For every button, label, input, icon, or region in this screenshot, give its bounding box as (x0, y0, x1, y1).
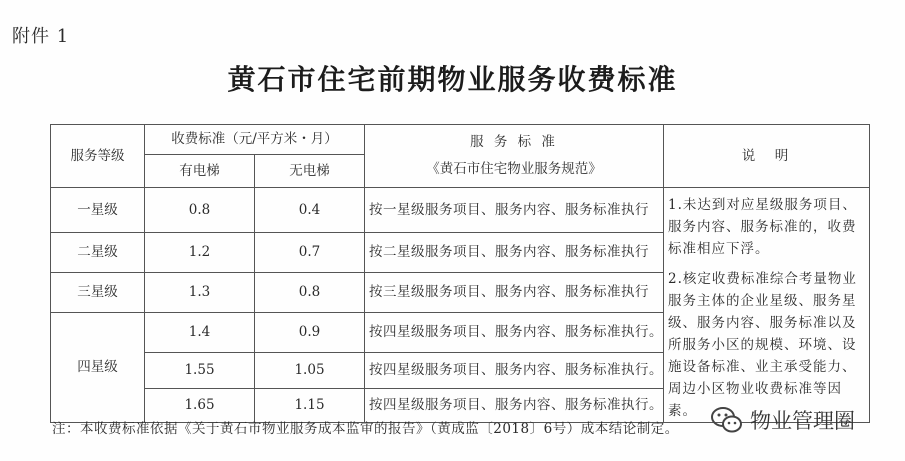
document-title: 黄石市住宅前期物业服务收费标准 (227, 63, 678, 96)
service-cell: 按二星级服务项目、服务内容、服务标准执行 (365, 233, 664, 273)
header-service-spec: 《黄石市住宅物业服务规范》 (426, 161, 602, 177)
fee-without-elevator: 0.8 (255, 273, 365, 313)
fee-with-elevator: 1.65 (145, 389, 255, 423)
header-grade: 服务等级 (51, 125, 145, 188)
fee-without-elevator: 1.15 (255, 389, 365, 423)
header-fee: 收费标准（元/平方米・月） (145, 125, 365, 155)
grade-cell: 二星级 (51, 233, 145, 273)
service-cell: 按三星级服务项目、服务内容、服务标准执行 (365, 273, 664, 313)
fee-with-elevator: 0.8 (145, 188, 255, 233)
header-without-elevator: 无电梯 (255, 155, 365, 188)
fee-without-elevator: 0.9 (255, 313, 365, 353)
watermark (710, 405, 855, 435)
service-cell: 按一星级服务项目、服务内容、服务标准执行 (365, 188, 664, 233)
fee-with-elevator: 1.2 (145, 233, 255, 273)
grade-cell: 四星级 (51, 313, 145, 423)
watermark-text: 物业管理圈 (750, 409, 855, 433)
service-cell: 按四星级服务项目、服务内容、服务标准执行。 (365, 389, 664, 423)
service-cell: 按四星级服务项目、服务内容、服务标准执行。 (365, 353, 664, 389)
fee-with-elevator: 1.4 (145, 313, 255, 353)
note-2: 2.核定收费标准综合考量物业服务主体的企业星级、服务星级、服务内容、服务标准以及所服务小区的规模、环境、设施设备标准、业主承受能力、周边小区物业收费标准等因素。 (668, 271, 857, 419)
fee-standard-table (50, 124, 870, 423)
service-cell: 按四星级服务项目、服务内容、服务标准执行。 (365, 313, 664, 353)
wechat-icon (710, 406, 744, 434)
footnote: 注：本收费标准依据《关于黄石市物业服务成本监审的报告》（黄成监〔2018〕6号）成本结论制定。 (52, 421, 679, 437)
header-with-elevator: 有电梯 (145, 155, 255, 188)
fee-without-elevator: 1.05 (255, 353, 365, 389)
fee-with-elevator: 1.55 (145, 353, 255, 389)
note-1: 1.未达到对应星级服务项目、服务内容、服务标准的，收费标准相应下浮。 (668, 197, 857, 257)
header-service-title: 服 务 标 准 (470, 134, 558, 151)
fee-with-elevator: 1.3 (145, 273, 255, 313)
grade-cell: 一星级 (51, 188, 145, 233)
attachment-label: 附件 1 (12, 26, 70, 47)
grade-cell: 三星级 (51, 273, 145, 313)
fee-without-elevator: 0.7 (255, 233, 365, 273)
header-service (365, 125, 664, 188)
header-notes: 说 明 (664, 125, 870, 188)
fee-without-elevator: 0.4 (255, 188, 365, 233)
notes-cell (664, 188, 870, 423)
